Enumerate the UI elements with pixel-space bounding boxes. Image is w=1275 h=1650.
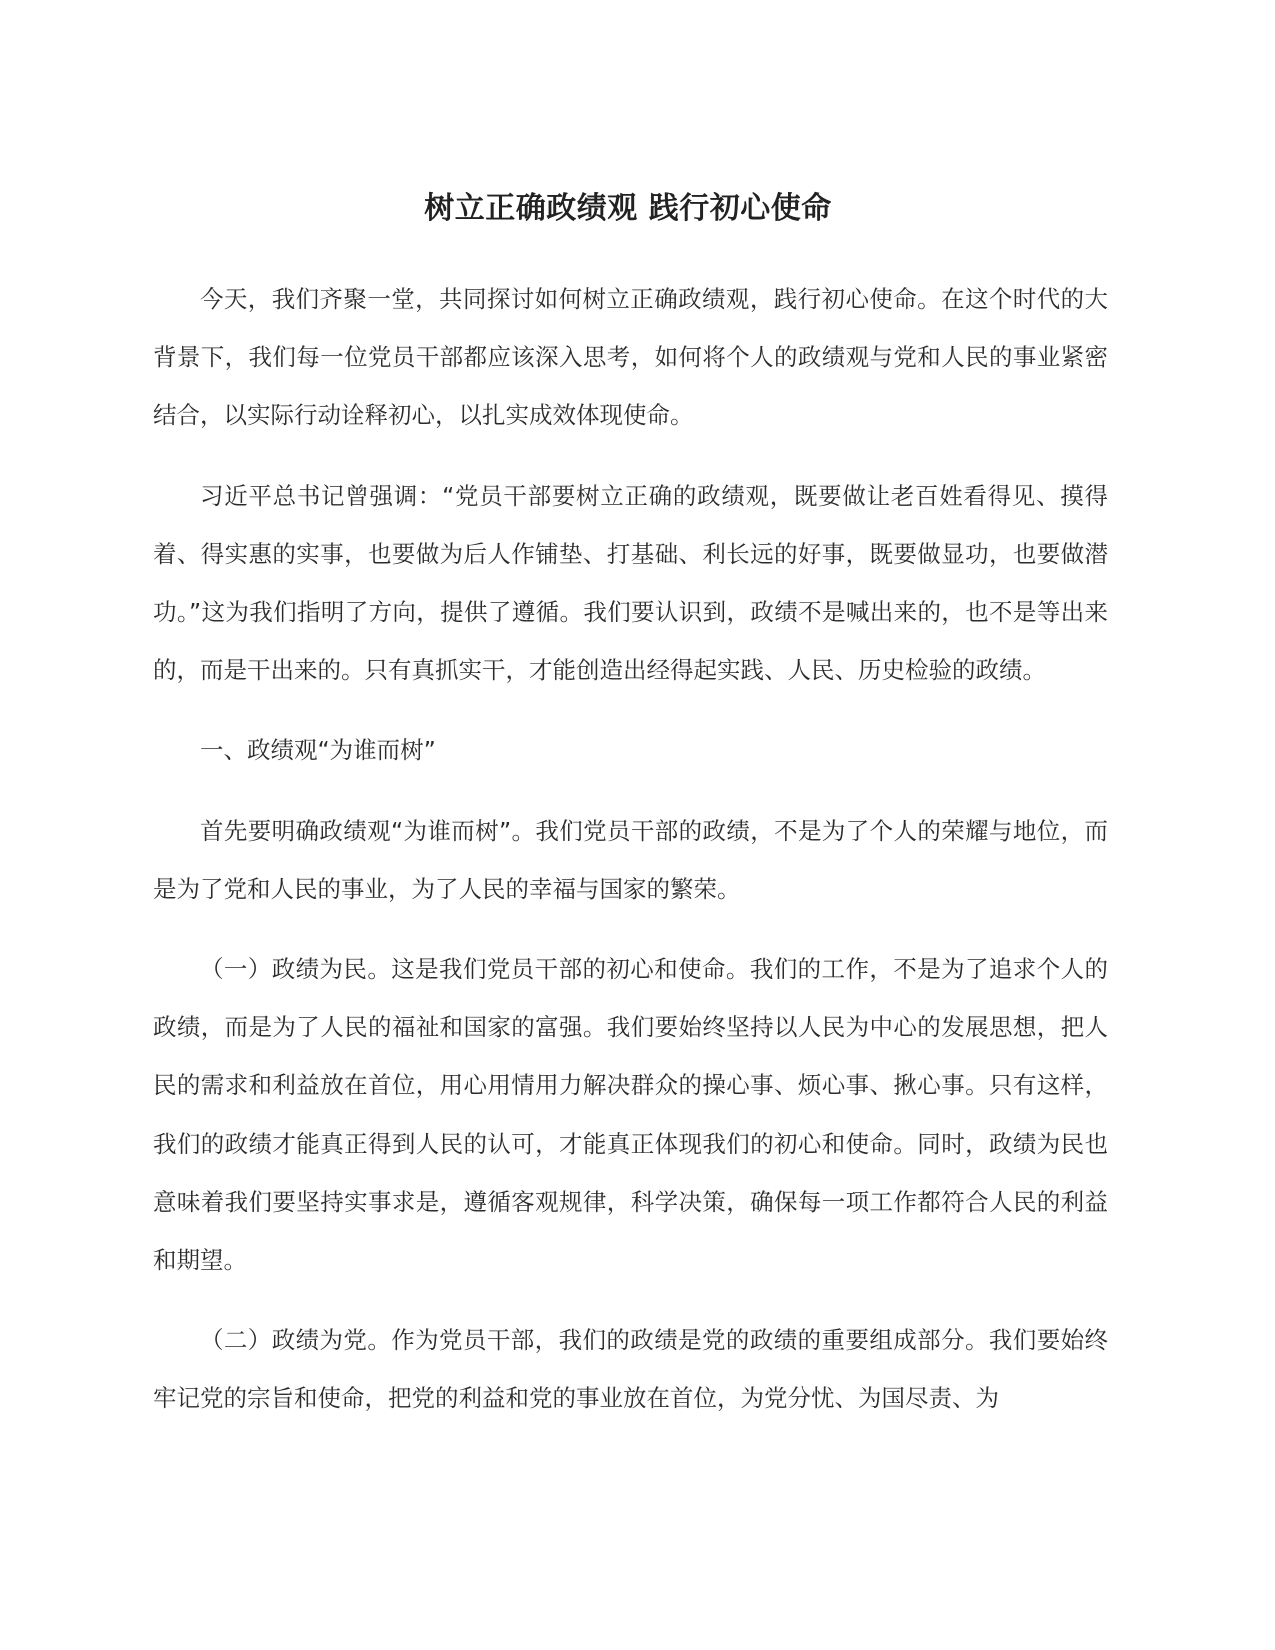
paragraph-subsection-2: （二）政绩为党。作为党员干部，我们的政绩是党的政绩的重要组成部分。我们要始终牢记党的宗旨和使命，把党的利益和党的事业放在首位，为党分忧、为国尽责、为: [153, 1326, 1108, 1413]
paragraph-section-1-intro: 首先要明确政绩观“为谁而树”。我们党员干部的政绩，不是为了个人的荣耀与地位，而是为了党和人民的事业，为了人民的幸福与国家的繁荣。: [153, 816, 1108, 903]
document-title: 树立正确政绩观 践行初心使命: [424, 191, 832, 226]
paragraph-quote: 习近平总书记曾强调：“党员干部要树立正确的政绩观，既要做让老百姓看得见、摸得着、得实惠的实事，也要做为后人作铺垫、打基础、利长远的好事，既要做显功，也要做潜功。”这为我们指明了方向，提供了遵循。我们要认识到，政绩不是喊出来的，也不是等出来的，而是干出来的。只有真抓实干，才能创造出经得起实践、人民、历史检验的政绩。: [153, 481, 1108, 685]
document-body: [153, 270, 1108, 1450]
paragraph-subsection-1: （一）政绩为民。这是我们党员干部的初心和使命。我们的工作，不是为了追求个人的政绩，而是为了人民的福祉和国家的富强。我们要始终坚持以人民为中心的发展思想，把人民的需求和利益放在首位，用心用情用力解决群众的操心事、烦心事、揪心事。只有这样，我们的政绩才能真正得到人民的认可，才能真正体现我们的初心和使命。同时，政绩为民也意味着我们要坚持实事求是，遵循客观规律，科学决策，确保每一项工作都符合人民的利益和期望。: [153, 955, 1108, 1275]
section-heading-1: 一、政绩观“为谁而树”: [200, 736, 436, 765]
paragraph-intro: 今天，我们齐聚一堂，共同探讨如何树立正确政绩观，践行初心使命。在这个时代的大背景下，我们每一位党员干部都应该深入思考，如何将个人的政绩观与党和人民的事业紧密结合，以实际行动诠释初心，以扎实成效体现使命。: [153, 285, 1108, 430]
